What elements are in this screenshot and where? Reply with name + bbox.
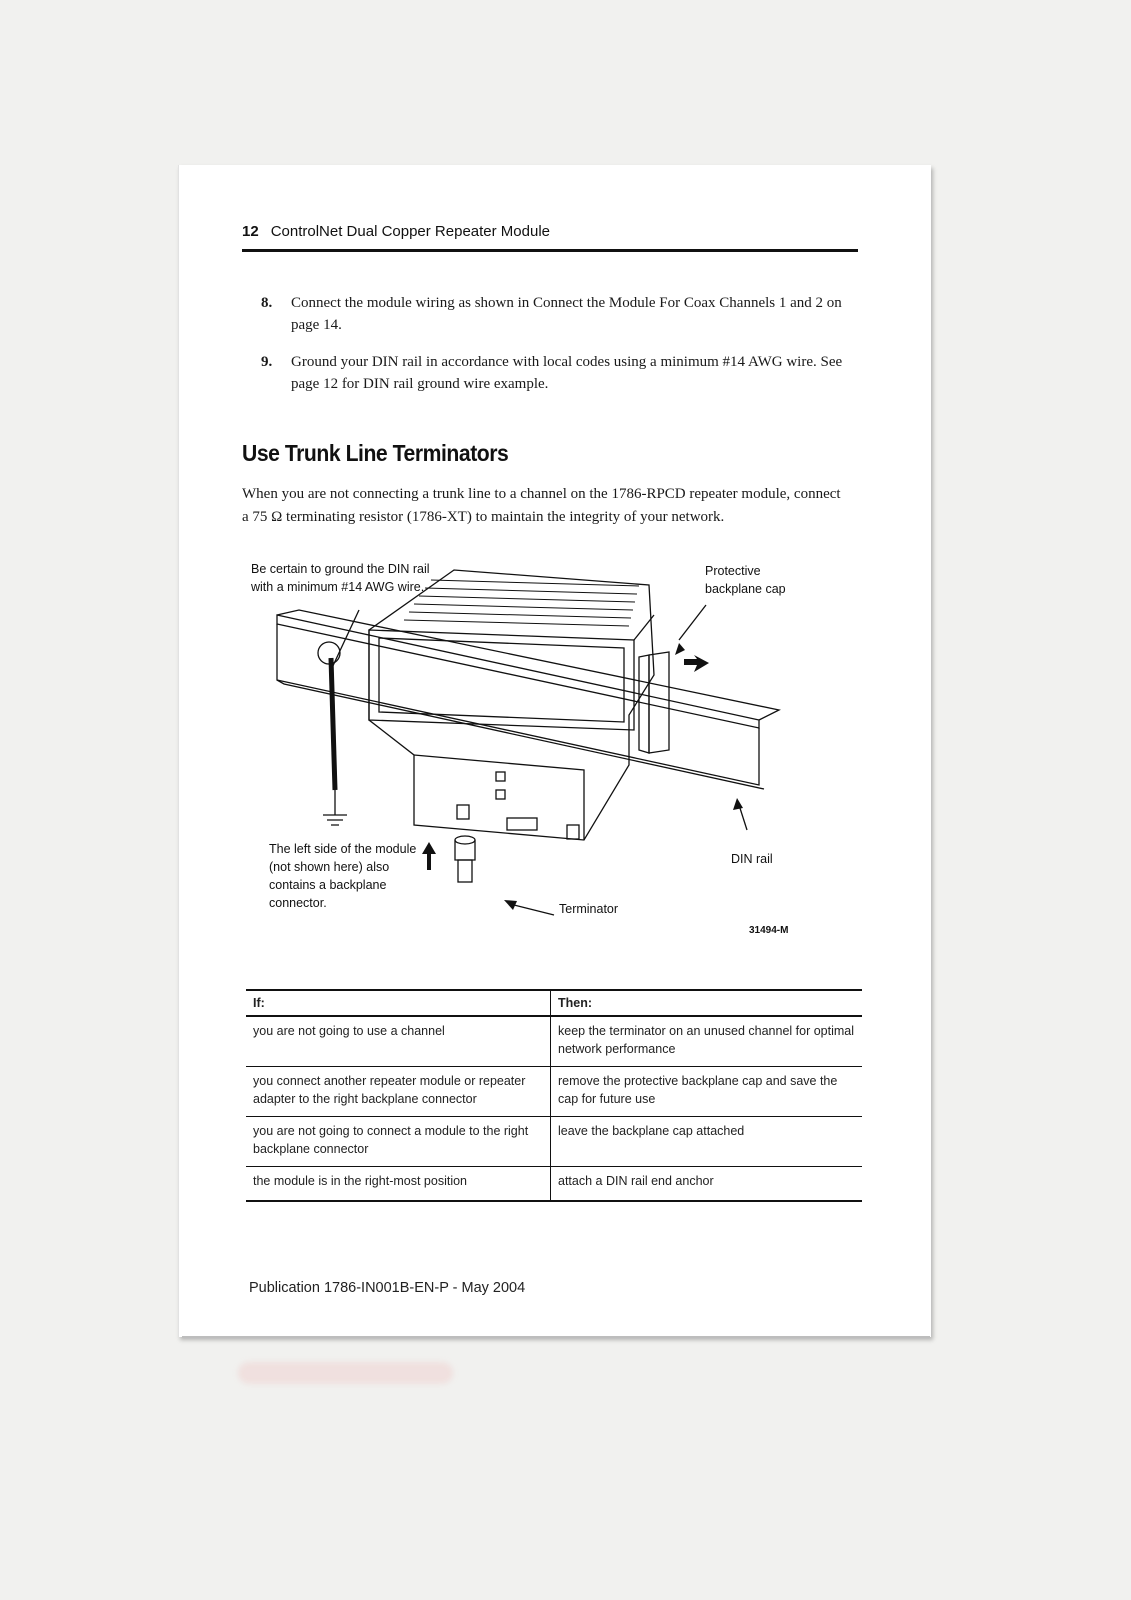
table-cell-then: attach a DIN rail end anchor — [551, 1167, 863, 1202]
section-title: Use Trunk Line Terminators — [242, 440, 509, 466]
figure-label-terminator: Terminator — [559, 902, 619, 916]
terminator-part — [455, 836, 475, 844]
figure-label-ground — [251, 560, 430, 596]
table-cell-if: you are not going to connect a module to the right backplane connector — [246, 1117, 551, 1167]
step-text: Connect the module wiring as shown in Connect the Module For Coax Channels 1 and 2 on page 14. — [291, 295, 842, 333]
step-list — [261, 292, 851, 410]
ground-wire — [331, 658, 335, 790]
table-header-then: Then: — [551, 990, 863, 1016]
table-row — [246, 1117, 862, 1167]
table-cell-if: you are not going to use a channel — [246, 1016, 551, 1067]
figure-label-line: contains a backplane — [269, 878, 387, 892]
figure-label-line: connector. — [269, 896, 327, 910]
remove-arrow-icon — [684, 655, 709, 672]
figure-label-cap — [705, 562, 786, 598]
module-front-window — [369, 630, 634, 730]
step-item — [261, 292, 851, 336]
table-row — [246, 1016, 862, 1067]
figure-id: 31494-M — [749, 925, 789, 936]
table-cell-then: remove the protective backplane cap and save the cap for future use — [551, 1067, 863, 1117]
figure-label-line: Be certain to ground the DIN rail — [251, 562, 430, 576]
table-cell-then: keep the terminator on an unused channel for optimal network performance — [551, 1016, 863, 1067]
paper-edge — [182, 1336, 930, 1338]
backplane-cap — [649, 652, 669, 753]
table-row — [246, 1167, 862, 1202]
figure-label-din-rail: DIN rail — [731, 852, 773, 866]
table-cell-if: you connect another repeater module or repeater adapter to the right backplane connector — [246, 1067, 551, 1117]
step-item — [261, 351, 851, 395]
table-row — [246, 1067, 862, 1117]
figure-label-line: The left side of the module — [269, 842, 417, 856]
step-number: 9. — [261, 354, 273, 370]
figure-label-line: Protective — [705, 564, 761, 578]
page-header — [242, 223, 858, 245]
section-intro: When you are not connecting a trunk line to a channel on the 1786-RPCD repeater module, connect a 75 Ω terminating resistor (1786-XT) to maintain the integrity of your network. — [242, 486, 841, 525]
table-header-row — [246, 990, 862, 1016]
module-outline — [369, 570, 654, 840]
figure-label-line: with a minimum #14 AWG wire. — [251, 580, 425, 594]
figure-label-line: backplane cap — [705, 582, 786, 596]
page-number: 12 — [242, 223, 259, 240]
step-number: 8. — [261, 295, 273, 311]
smudge-mark — [238, 1362, 453, 1384]
module-figure — [239, 560, 799, 960]
bnc-connector-1 — [457, 805, 469, 819]
insert-arrow-icon — [422, 842, 436, 870]
document-page — [178, 165, 931, 1337]
publication-footer: Publication 1786-IN001B-EN-P - May 2004 — [249, 1280, 526, 1296]
table-header-if: If: — [246, 990, 551, 1016]
figure-label-left-side — [269, 840, 416, 912]
terminator-table — [246, 989, 862, 1202]
table-cell-then: leave the backplane cap attached — [551, 1117, 863, 1167]
figure-label-line: (not shown here) also — [269, 860, 390, 874]
table-cell-if: the module is in the right-most position — [246, 1167, 551, 1202]
document-title: ControlNet Dual Copper Repeater Module — [270, 223, 551, 240]
step-text: Ground your DIN rail in accordance with local codes using a minimum #14 AWG wire. See page 12 for DIN rail ground wire example. — [291, 354, 843, 392]
bnc-connector-2 — [567, 825, 579, 839]
header-rule — [242, 249, 858, 252]
